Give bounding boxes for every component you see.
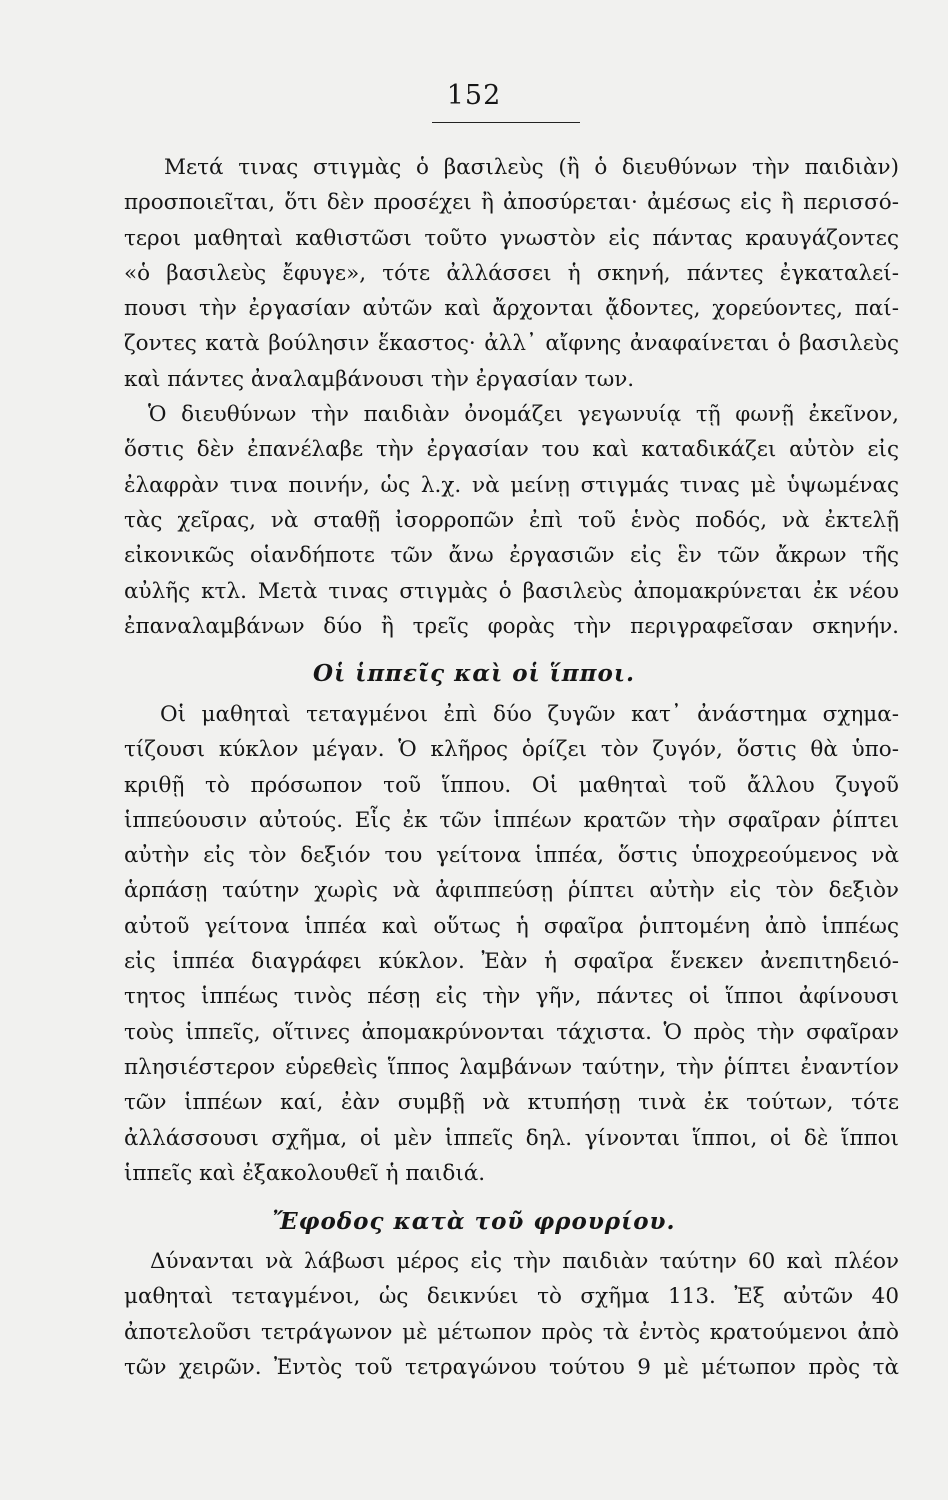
text-line: προσποιεῖται, ὅτι δὲν προσέχει ἢ ἀποσύρεται· ἀμέσως εἰς ἢ περισσό-	[124, 190, 899, 216]
page-number-rule	[432, 122, 580, 123]
text-line: ζοντες κατὰ βούλησιν ἕκαστος· ἀλλ᾽ αἴφνης ἀναφαίνεται ὁ βασιλεὺς	[124, 331, 899, 357]
text-line: τοὺς ἱππεῖς, οἵτινες ἀπομακρύνονται τάχιστα. Ὁ πρὸς τὴν σφαῖραν	[124, 1019, 899, 1045]
text-line: τεροι μαθηταὶ καθιστῶσι τοῦτο γνωστὸν εἰς πάντας κραυγάζοντες	[124, 225, 899, 251]
section-3-heading: Ἔφοδος κατὰ τοῦ φρουρίου.	[272, 1208, 676, 1235]
text-line: ἱππεῖς καὶ ἐξακολουθεῖ ἡ παιδιά.	[124, 1160, 486, 1186]
text-line: τητος ἱππέως τινὸς πέσῃ εἰς τὴν γῆν, πάντες οἱ ἵπποι ἀφίνουσι	[124, 984, 899, 1010]
text-line: Ὁ διευθύνων τὴν παιδιὰν ὀνομάζει γεγωνυίᾳ τῇ φωνῇ ἐκεῖνον,	[148, 402, 899, 428]
text-line: αὐτοῦ γείτονα ἱππέα καὶ οὕτως ἡ σφαῖρα ῥιπτομένη ἀπὸ ἱππέως	[124, 913, 899, 939]
section-3-text	[124, 1244, 899, 1385]
section-1-text	[124, 150, 899, 644]
text-line: εἰς ἱππέα διαγράφει κύκλον. Ἐὰν ἡ σφαῖρα ἕνεκεν ἀνεπιτηδειό-	[124, 949, 899, 975]
text-line: ἐπαναλαμβάνων δύο ἢ τρεῖς φορὰς τὴν περιγραφεῖσαν σκηνήν.	[124, 613, 899, 639]
text-line: ἀποτελοῦσι τετράγωνον μὲ μέτωπον πρὸς τὰ ἐντὸς κρατούμενοι ἀπὸ	[124, 1319, 899, 1345]
text-line: ἁρπάσῃ ταύτην χωρὶς νὰ ἀφιππεύσῃ ῥίπτει αὐτὴν εἰς τὸν δεξιὸν	[124, 878, 899, 904]
text-line: τὰς χεῖρας, νὰ σταθῇ ἰσορροπῶν ἐπὶ τοῦ ἑνὸς ποδός, νὰ ἐκτελῇ	[124, 507, 899, 533]
text-line: εἰκονικῶς οἱανδήποτε τῶν ἄνω ἐργασιῶν εἰς ἓν τῶν ἄκρων τῆς	[124, 543, 899, 569]
text-line: ἀλλάσσουσι σχῆμα, οἱ μὲν ἱππεῖς δηλ. γίνονται ἵπποι, οἱ δὲ ἵπποι	[124, 1125, 899, 1151]
text-line: κριθῇ τὸ πρόσωπον τοῦ ἵππου. Οἱ μαθηταὶ τοῦ ἄλλου ζυγοῦ	[124, 772, 899, 798]
text-line: ἐλαφρὰν τινα ποινήν, ὡς λ.χ. νὰ μείνῃ στιγμάς τινας μὲ ὑψωμένας	[124, 472, 899, 498]
text-line: καὶ πάντες ἀναλαμβάνουσι τὴν ἐργασίαν των.	[124, 366, 635, 392]
text-line: «ὁ βασιλεὺς ἔφυγε», τότε ἀλλάσσει ἡ σκηνή, πάντες ἐγκαταλεί-	[124, 260, 899, 286]
page-number: 152	[446, 80, 502, 111]
text-line: Οἱ μαθηταὶ τεταγμένοι ἐπὶ δύο ζυγῶν κατ᾽ ἀνάστημα σχημα-	[160, 702, 899, 727]
text-line: ἱππεύουσιν αὐτούς. Εἷς ἐκ τῶν ἱππέων κρατῶν τὴν σφαῖραν ῥίπτει	[124, 807, 899, 833]
text-line: Μετά τινας στιγμὰς ὁ βασιλεὺς (ἢ ὁ διευθύνων τὴν παιδιὰν)	[164, 155, 899, 180]
text-line: αὐτὴν εἰς τὸν δεξιόν του γείτονα ἱππέα, ὅστις ὑποχρεούμενος νὰ	[124, 843, 899, 869]
text-line: τῶν ἱππέων καί, ἐὰν συμβῇ νὰ κτυπήσῃ τινὰ ἐκ τούτων, τότε	[124, 1090, 899, 1116]
section-2-heading: Οἱ ἱππεῖς καὶ οἱ ἵπποι.	[313, 660, 635, 687]
text-line: τίζουσι κύκλον μέγαν. Ὁ κλῆρος ὁρίζει τὸν ζυγόν, ὅστις θὰ ὑπο-	[124, 737, 899, 763]
text-line: αὐλῆς κτλ. Μετὰ τινας στιγμὰς ὁ βασιλεὺς ἀπομακρύνεται ἐκ νέου	[124, 578, 899, 604]
text-line: ὅστις δὲν ἐπανέλαβε τὴν ἐργασίαν του καὶ καταδικάζει αὐτὸν εἰς	[124, 437, 899, 463]
section-2-text	[124, 697, 899, 1191]
text-line: πουσι τὴν ἐργασίαν αὐτῶν καὶ ἄρχονται ᾄδοντες, χορεύοντες, παί-	[124, 296, 899, 322]
text-line: τῶν χειρῶν. Ἐντὸς τοῦ τετραγώνου τούτου 9 μὲ μέτωπον πρὸς τὰ	[124, 1354, 899, 1380]
text-line: Δύνανται νὰ λάβωσι μέρος εἰς τὴν παιδιὰν ταύτην 60 καὶ πλέον	[150, 1249, 899, 1274]
text-line: πλησιέστερον εὑρεθεὶς ἵππος λαμβάνων ταύτην, τὴν ῥίπτει ἐναντίον	[124, 1054, 899, 1080]
text-line: μαθηταὶ τεταγμένοι, ὡς δεικνύει τὸ σχῆμα 113. Ἐξ αὐτῶν 40	[124, 1284, 899, 1310]
